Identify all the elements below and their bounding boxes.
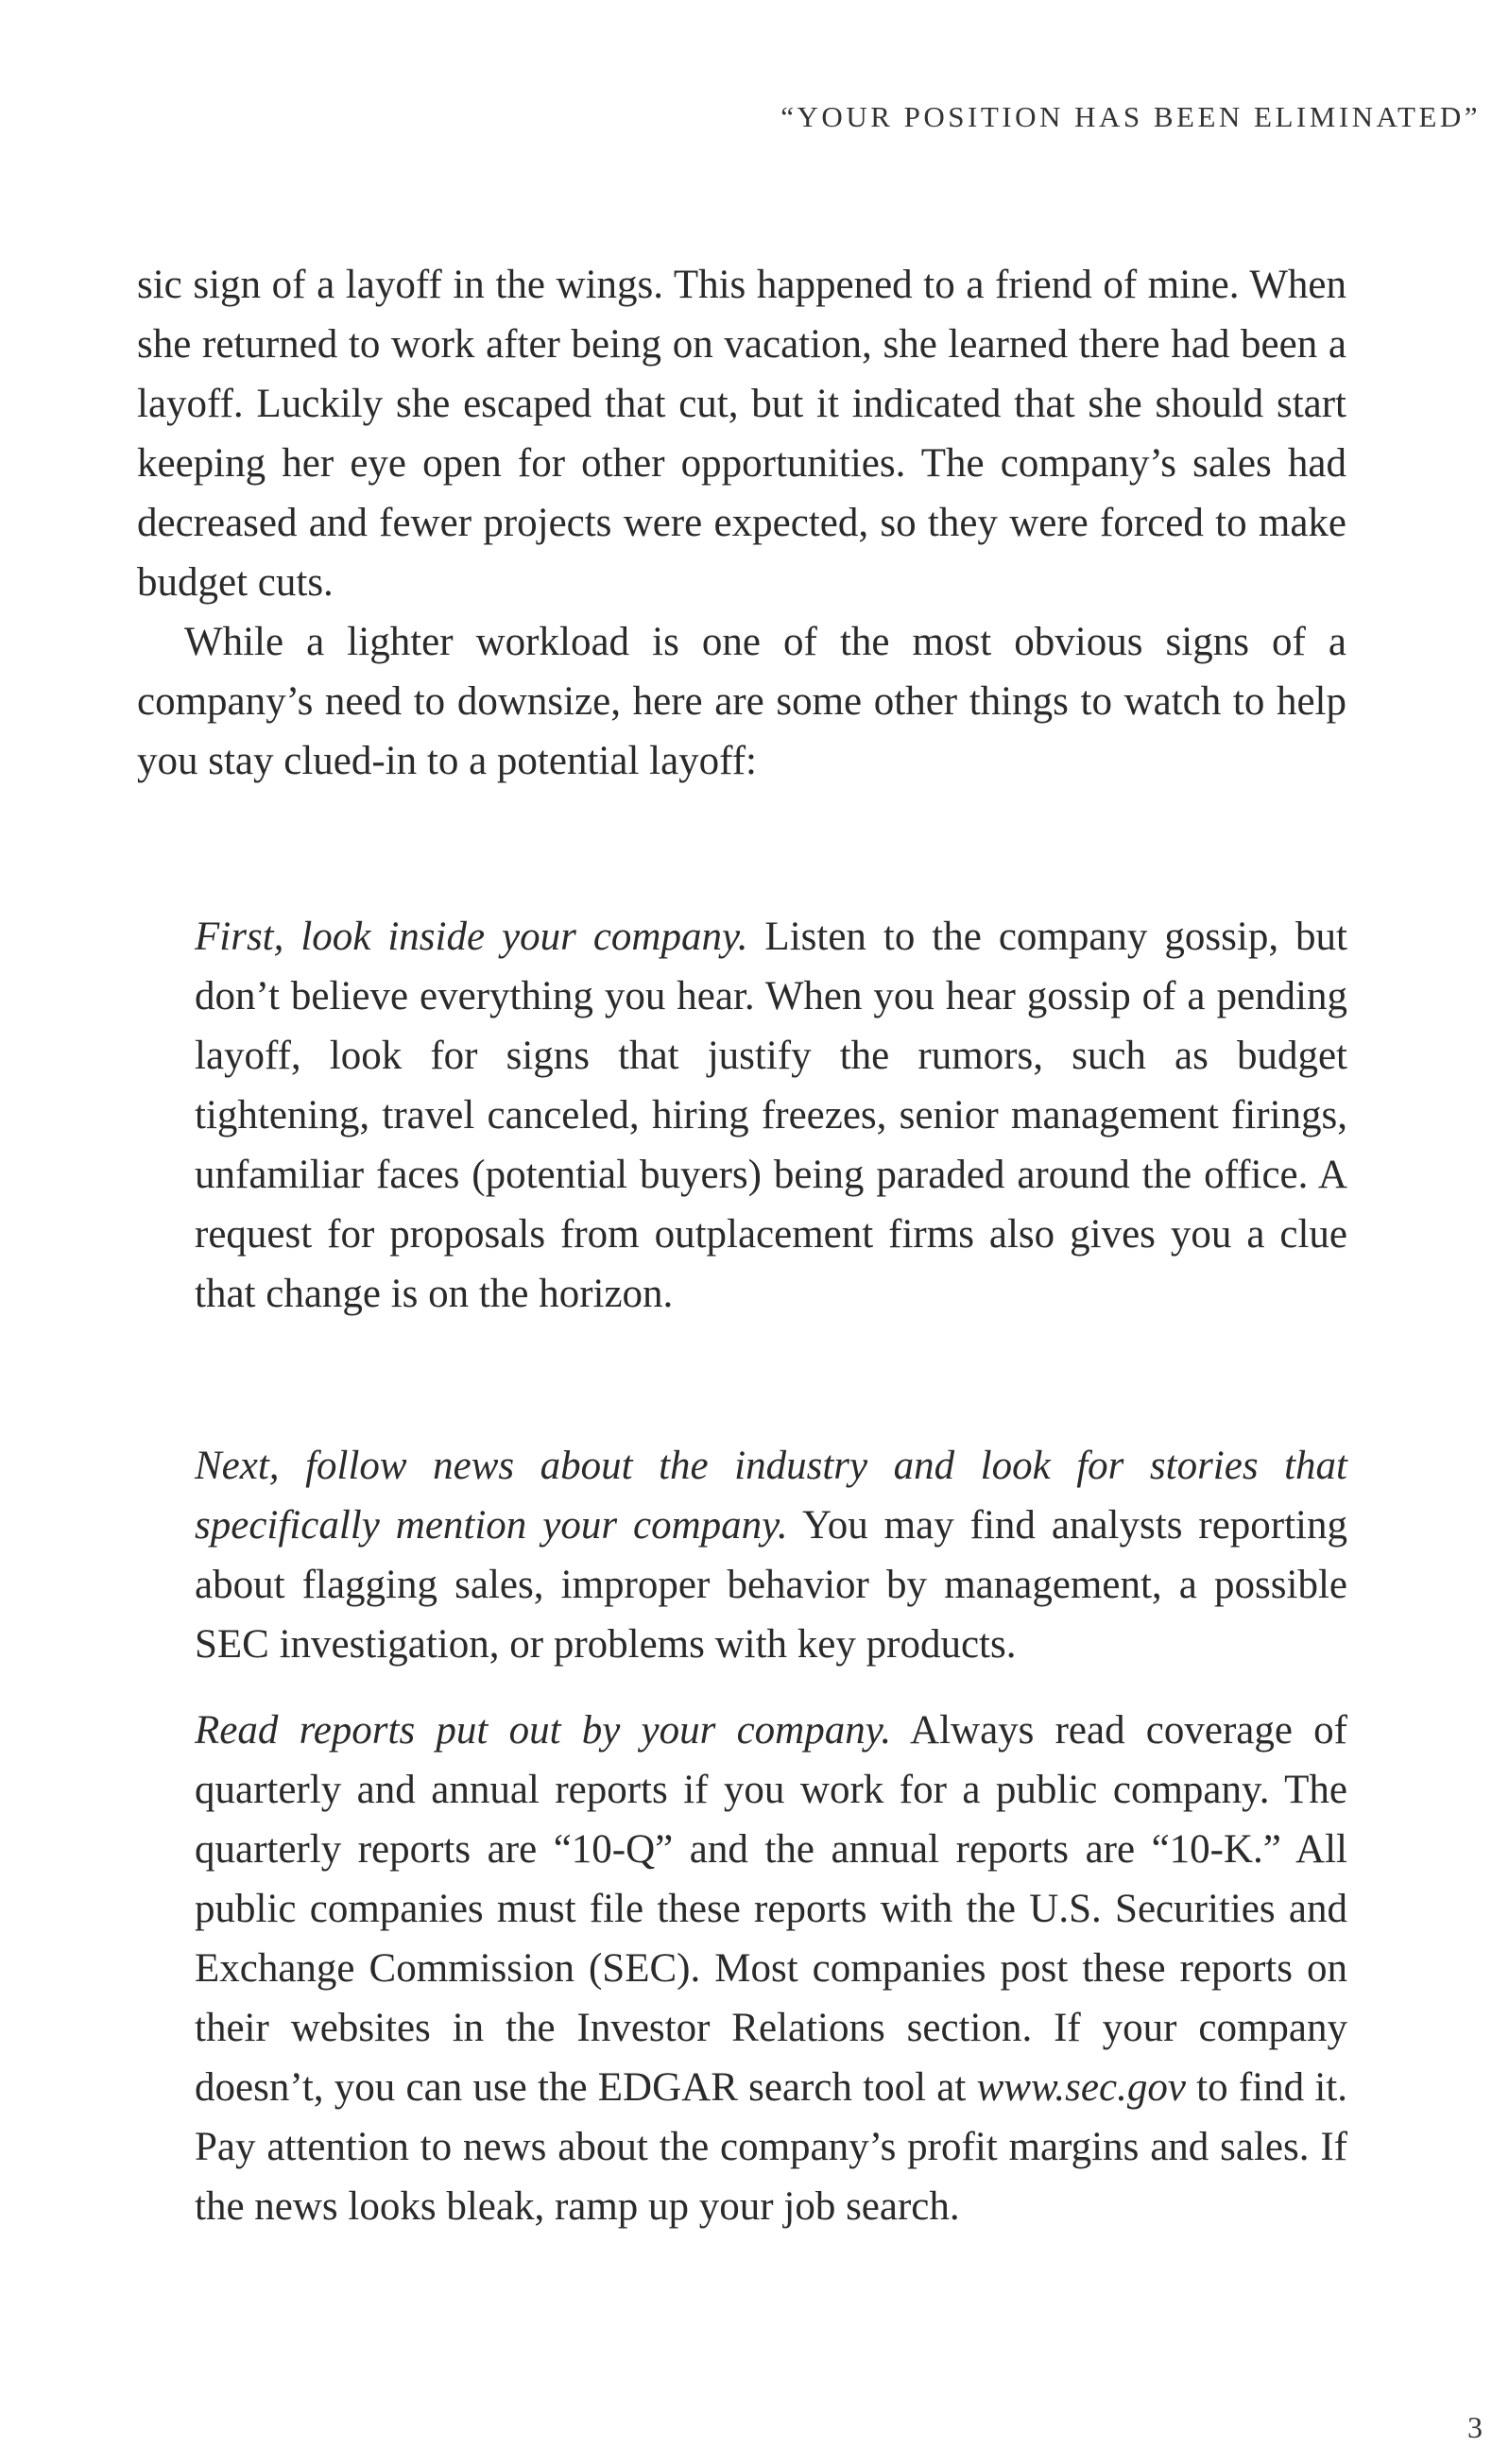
sec-website-link: www.sec.gov	[976, 2065, 1186, 2110]
tip-follow-news-text: You may find analysts reporting about flagging sales, improper behavior by management, a possible SEC investigation, or problems with key products.	[195, 1503, 1347, 1667]
tip-read-reports-text-end: to find it. Pay attention to news about the company’s profit margins and sales. If the news looks bleak, ramp up your job search.	[195, 2065, 1347, 2229]
tip-follow-news	[195, 1436, 1347, 1674]
tip-follow-news-lead: Next, follow news about the industry and look for stories that specifically mention your company.	[195, 1444, 1347, 1548]
tip-look-inside-lead: First, look inside your company.	[195, 915, 748, 959]
tip-look-inside	[195, 907, 1347, 1324]
paragraph-layoff-sign: sic sign of a layoff in the wings. This happened to a friend of mine. When she returned to work after being on vacation, she learned there had been a layoff. Luckily she escaped that cut, but it indicated that she should start keeping her eye open for other opportunities. The company’s sales had decreased and fewer projects were expected, so they were forced to make budget cuts.	[137, 263, 1346, 605]
page-number: 3	[1467, 2410, 1483, 2444]
tip-look-inside-text: Listen to the company gossip, but don’t believe everything you hear. When you hear gossip of a pending layoff, look for signs that justify the rumors, such as budget tightening, travel canceled, hiring freezes, senior management firings, unfamiliar faces (potential buyers) being paraded around the office. A request for proposals from outplacement firms also gives you a clue that change is on the horizon.	[195, 915, 1347, 1316]
tip-read-reports	[195, 1701, 1347, 2236]
paragraph-other-signs: While a lighter workload is one of the most obvious signs of a company’s need to downsize, here are some other things to watch to help you stay clued-in to a potential layoff:	[137, 620, 1346, 783]
tip-read-reports-lead: Read reports put out by your company.	[195, 1708, 892, 1753]
running-head: “YOUR POSITION HAS BEEN ELIMINATED”	[780, 100, 1481, 133]
tip-read-reports-text: Always read coverage of quarterly and annual reports if you work for a public company. The quarterly reports are “10-Q” and the annual reports are “10-K.” All public companies must file these reports with the U.S. Securities and Exchange Commission (SEC). Most companies post these reports on their websites in the Investor Relations section. If your company doesn’t, you can use the EDGAR search tool at	[195, 1708, 1347, 2110]
body-text	[137, 255, 1346, 791]
